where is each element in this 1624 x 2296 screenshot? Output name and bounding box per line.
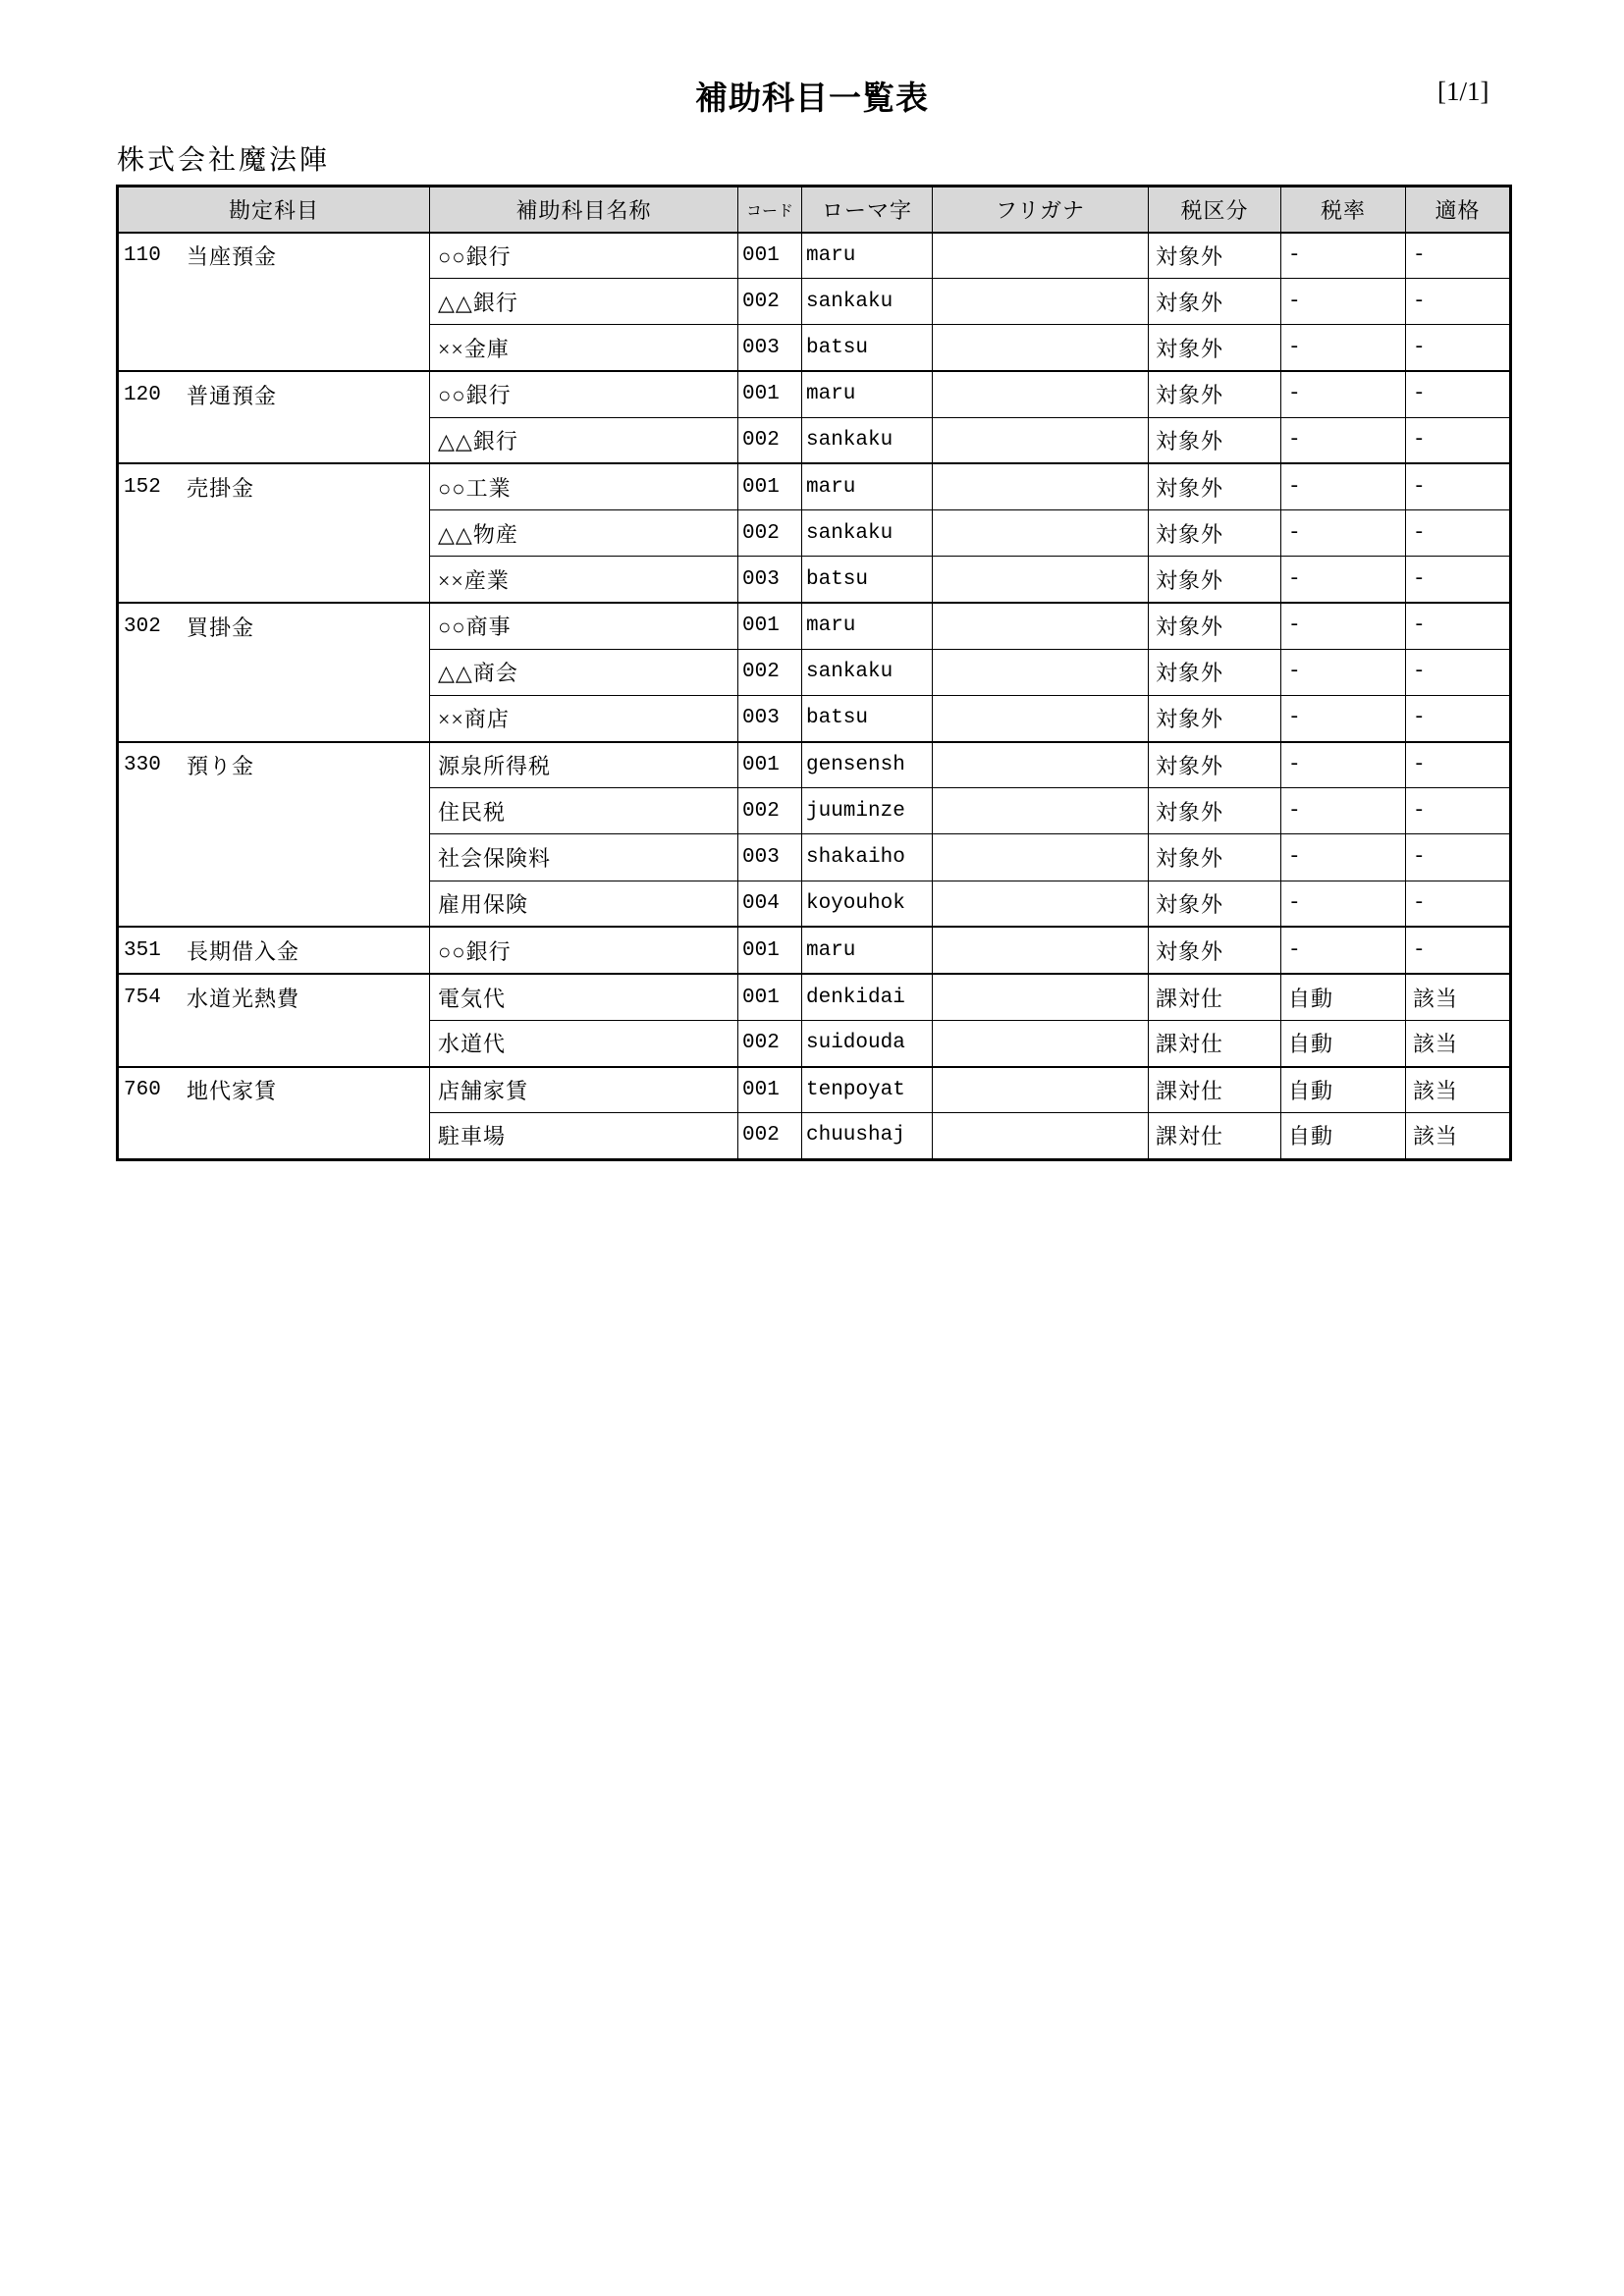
code-cell: 001 [738, 463, 802, 509]
tax-class-cell: 対象外 [1149, 325, 1281, 371]
qualified-cell: - [1406, 927, 1511, 974]
tax-rate-cell: - [1281, 279, 1406, 325]
furigana-cell [933, 881, 1149, 927]
code-cell: 003 [738, 557, 802, 603]
account-code: 760 [124, 1079, 161, 1102]
romaji-cell: batsu [802, 695, 933, 741]
code-cell: 001 [738, 742, 802, 788]
subaccount-name-cell: ○○銀行 [430, 371, 738, 417]
page-indicator: [1/1] [1437, 77, 1489, 106]
tax-rate-cell: - [1281, 557, 1406, 603]
furigana-cell [933, 974, 1149, 1020]
furigana-cell [933, 695, 1149, 741]
code-cell: 002 [738, 788, 802, 834]
furigana-cell [933, 1021, 1149, 1067]
code-cell: 001 [738, 1067, 802, 1113]
tax-rate-cell: - [1281, 417, 1406, 463]
romaji-cell: maru [802, 603, 933, 649]
qualified-cell: - [1406, 788, 1511, 834]
romaji-cell: sankaku [802, 510, 933, 557]
romaji-cell: batsu [802, 557, 933, 603]
subaccount-name-cell: 電気代 [430, 974, 738, 1020]
romaji-cell: sankaku [802, 649, 933, 695]
subaccount-name-cell: ○○商事 [430, 603, 738, 649]
header-qualified: 適格 [1406, 187, 1511, 233]
tax-class-cell: 対象外 [1149, 603, 1281, 649]
subaccount-table [116, 185, 1512, 1161]
qualified-cell: - [1406, 279, 1511, 325]
furigana-cell [933, 927, 1149, 974]
account-code: 110 [124, 244, 161, 267]
table-row [118, 371, 1511, 417]
tax-class-cell: 対象外 [1149, 881, 1281, 927]
table-row [118, 603, 1511, 649]
qualified-cell: - [1406, 649, 1511, 695]
furigana-cell [933, 742, 1149, 788]
tax-class-cell: 対象外 [1149, 510, 1281, 557]
tax-class-cell: 課対仕 [1149, 1067, 1281, 1113]
account-cell [118, 463, 430, 603]
tax-class-cell: 対象外 [1149, 742, 1281, 788]
account-code: 120 [124, 383, 161, 406]
account-name: 預り金 [187, 754, 255, 779]
tax-class-cell: 対象外 [1149, 695, 1281, 741]
header-tax-rate: 税率 [1281, 187, 1406, 233]
furigana-cell [933, 417, 1149, 463]
account-name: 当座預金 [187, 244, 278, 269]
furigana-cell [933, 788, 1149, 834]
furigana-cell [933, 325, 1149, 371]
tax-rate-cell: - [1281, 649, 1406, 695]
table-row [118, 974, 1511, 1020]
header-code: コード [738, 187, 802, 233]
romaji-cell: batsu [802, 325, 933, 371]
qualified-cell: 該当 [1406, 1067, 1511, 1113]
account-code: 152 [124, 475, 161, 499]
code-cell: 002 [738, 649, 802, 695]
qualified-cell: - [1406, 325, 1511, 371]
tax-rate-cell: 自動 [1281, 974, 1406, 1020]
tax-class-cell: 対象外 [1149, 834, 1281, 881]
tax-rate-cell: - [1281, 927, 1406, 974]
romaji-cell: chuushaj [802, 1113, 933, 1159]
tax-class-cell: 対象外 [1149, 649, 1281, 695]
code-cell: 003 [738, 834, 802, 881]
table-row [118, 463, 1511, 509]
subaccount-name-cell: 住民税 [430, 788, 738, 834]
account-cell [118, 603, 430, 742]
account-cell [118, 233, 430, 372]
header-romaji: ローマ字 [802, 187, 933, 233]
account-code: 330 [124, 754, 161, 777]
account-code: 754 [124, 986, 161, 1009]
subaccount-name-cell: 店舗家賃 [430, 1067, 738, 1113]
romaji-cell: denkidai [802, 974, 933, 1020]
furigana-cell [933, 1113, 1149, 1159]
tax-rate-cell: 自動 [1281, 1113, 1406, 1159]
subaccount-name-cell: ○○銀行 [430, 927, 738, 974]
tax-class-cell: 対象外 [1149, 417, 1281, 463]
furigana-cell [933, 510, 1149, 557]
account-cell [118, 742, 430, 928]
tax-rate-cell: - [1281, 834, 1406, 881]
code-cell: 001 [738, 371, 802, 417]
tax-rate-cell: - [1281, 603, 1406, 649]
subaccount-name-cell: 駐車場 [430, 1113, 738, 1159]
qualified-cell: - [1406, 557, 1511, 603]
tax-rate-cell: 自動 [1281, 1021, 1406, 1067]
code-cell: 001 [738, 603, 802, 649]
subaccount-name-cell: ○○工業 [430, 463, 738, 509]
account-cell [118, 371, 430, 463]
account-code: 351 [124, 938, 161, 962]
account-cell [118, 1067, 430, 1159]
table-row [118, 927, 1511, 974]
furigana-cell [933, 233, 1149, 279]
qualified-cell: - [1406, 603, 1511, 649]
tax-class-cell: 対象外 [1149, 233, 1281, 279]
code-cell: 002 [738, 1021, 802, 1067]
tax-class-cell: 課対仕 [1149, 1113, 1281, 1159]
tax-rate-cell: - [1281, 325, 1406, 371]
header-tax-class: 税区分 [1149, 187, 1281, 233]
qualified-cell: - [1406, 371, 1511, 417]
romaji-cell: maru [802, 233, 933, 279]
romaji-cell: maru [802, 371, 933, 417]
subaccount-name-cell: △△銀行 [430, 417, 738, 463]
code-cell: 002 [738, 1113, 802, 1159]
subaccount-name-cell: ○○銀行 [430, 233, 738, 279]
account-name: 長期借入金 [187, 938, 300, 964]
subaccount-name-cell: △△商会 [430, 649, 738, 695]
tax-class-cell: 課対仕 [1149, 974, 1281, 1020]
account-name: 普通預金 [187, 383, 278, 408]
account-code: 302 [124, 614, 161, 638]
qualified-cell: - [1406, 742, 1511, 788]
romaji-cell: suidouda [802, 1021, 933, 1067]
account-cell [118, 974, 430, 1066]
tax-class-cell: 対象外 [1149, 463, 1281, 509]
tax-rate-cell: - [1281, 510, 1406, 557]
subaccount-name-cell: 水道代 [430, 1021, 738, 1067]
subaccount-name-cell: △△銀行 [430, 279, 738, 325]
furigana-cell [933, 371, 1149, 417]
tax-rate-cell: - [1281, 463, 1406, 509]
table-header-row [118, 187, 1511, 233]
header-account: 勘定科目 [118, 187, 430, 233]
code-cell: 004 [738, 881, 802, 927]
romaji-cell: tenpoyat [802, 1067, 933, 1113]
furigana-cell [933, 463, 1149, 509]
tax-rate-cell: - [1281, 233, 1406, 279]
code-cell: 003 [738, 695, 802, 741]
code-cell: 003 [738, 325, 802, 371]
tax-class-cell: 対象外 [1149, 927, 1281, 974]
tax-rate-cell: - [1281, 742, 1406, 788]
tax-class-cell: 課対仕 [1149, 1021, 1281, 1067]
page-title: 補助科目一覧表 [695, 80, 929, 116]
romaji-cell: gensensh [802, 742, 933, 788]
qualified-cell: - [1406, 510, 1511, 557]
furigana-cell [933, 557, 1149, 603]
tax-rate-cell: - [1281, 788, 1406, 834]
code-cell: 001 [738, 974, 802, 1020]
romaji-cell: maru [802, 463, 933, 509]
furigana-cell [933, 279, 1149, 325]
table-row [118, 233, 1511, 279]
qualified-cell: 該当 [1406, 974, 1511, 1020]
tax-rate-cell: - [1281, 371, 1406, 417]
romaji-cell: maru [802, 927, 933, 974]
romaji-cell: sankaku [802, 279, 933, 325]
qualified-cell: - [1406, 881, 1511, 927]
romaji-cell: juuminze [802, 788, 933, 834]
table-row [118, 1067, 1511, 1113]
subaccount-name-cell: 雇用保険 [430, 881, 738, 927]
qualified-cell: 該当 [1406, 1113, 1511, 1159]
account-name: 買掛金 [187, 614, 255, 640]
code-cell: 001 [738, 927, 802, 974]
subaccount-name-cell: △△物産 [430, 510, 738, 557]
code-cell: 002 [738, 417, 802, 463]
furigana-cell [933, 1067, 1149, 1113]
qualified-cell: - [1406, 695, 1511, 741]
qualified-cell: - [1406, 417, 1511, 463]
qualified-cell: - [1406, 463, 1511, 509]
subaccount-name-cell: ××金庫 [430, 325, 738, 371]
account-cell [118, 927, 430, 974]
subaccount-name-cell: ××産業 [430, 557, 738, 603]
qualified-cell: 該当 [1406, 1021, 1511, 1067]
account-name: 売掛金 [187, 475, 255, 501]
account-name: 水道光熱費 [187, 986, 300, 1011]
code-cell: 002 [738, 510, 802, 557]
qualified-cell: - [1406, 834, 1511, 881]
code-cell: 002 [738, 279, 802, 325]
romaji-cell: sankaku [802, 417, 933, 463]
header-furigana: フリガナ [933, 187, 1149, 233]
code-cell: 001 [738, 233, 802, 279]
table-row [118, 742, 1511, 788]
tax-class-cell: 対象外 [1149, 279, 1281, 325]
subaccount-name-cell: 社会保険料 [430, 834, 738, 881]
romaji-cell: koyouhok [802, 881, 933, 927]
tax-class-cell: 対象外 [1149, 788, 1281, 834]
furigana-cell [933, 834, 1149, 881]
account-name: 地代家賃 [187, 1079, 278, 1104]
tax-class-cell: 対象外 [1149, 557, 1281, 603]
subaccount-name-cell: 源泉所得税 [430, 742, 738, 788]
subaccount-name-cell: ××商店 [430, 695, 738, 741]
furigana-cell [933, 603, 1149, 649]
tax-rate-cell: - [1281, 695, 1406, 741]
header-subaccount-name: 補助科目名称 [430, 187, 738, 233]
tax-class-cell: 対象外 [1149, 371, 1281, 417]
furigana-cell [933, 649, 1149, 695]
tax-rate-cell: 自動 [1281, 1067, 1406, 1113]
romaji-cell: shakaiho [802, 834, 933, 881]
company-name: 株式会社魔法陣 [117, 145, 331, 176]
qualified-cell: - [1406, 233, 1511, 279]
tax-rate-cell: - [1281, 881, 1406, 927]
